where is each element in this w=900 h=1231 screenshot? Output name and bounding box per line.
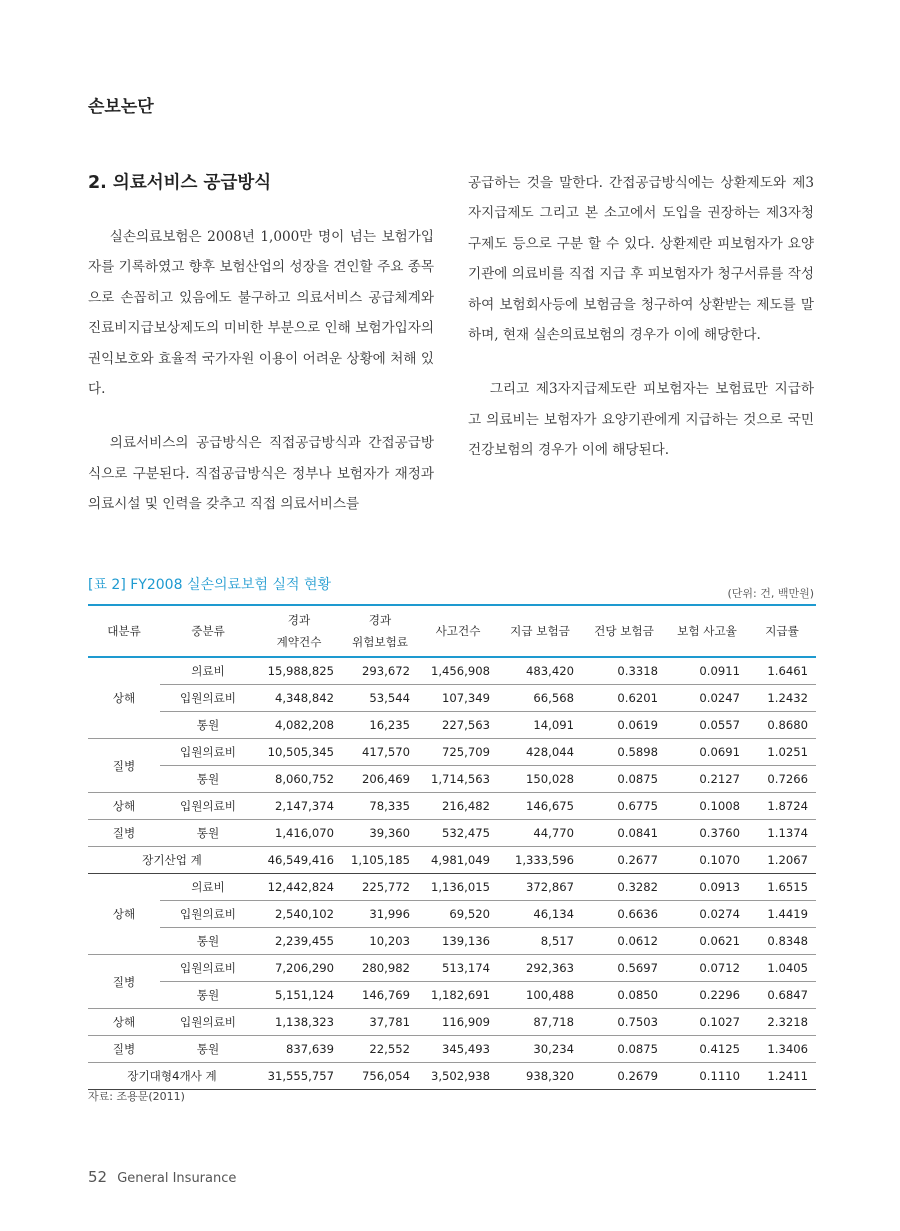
value-cell: 5,151,124 [256, 982, 342, 1009]
section-title: 2. 의료서비스 공급방식 [88, 173, 272, 193]
value-cell: 1,416,070 [256, 820, 342, 847]
subcategory-cell: 입원의료비 [160, 955, 256, 982]
value-cell: 150,028 [498, 766, 582, 793]
value-cell: 0.7503 [582, 1009, 666, 1036]
value-cell: 0.2679 [582, 1063, 666, 1090]
value-cell: 139,136 [418, 928, 498, 955]
paragraph: 실손의료보험은 2008년 1,000만 명이 넘는 보험가입자를 기록하였고 향후 보험산업의 성장을 견인할 주요 종목으로 손꼽히고 있음에도 불구하고 의료서비스 공급체계와 진료비지급보상제도의 미비한 부분으로 인해 보험가입자의 권익보호와 효율적 국가자원 이용이 어려운 상황에 처해 있다. [88, 229, 434, 398]
value-cell: 1.2411 [748, 1063, 816, 1090]
subcategory-cell: 통원 [160, 928, 256, 955]
value-cell: 0.0612 [582, 928, 666, 955]
subcategory-cell: 통원 [160, 982, 256, 1009]
value-cell: 0.5697 [582, 955, 666, 982]
value-cell: 280,982 [342, 955, 418, 982]
value-cell: 12,442,824 [256, 874, 342, 901]
table-row [88, 1009, 816, 1036]
table-body [88, 657, 816, 1090]
category-cell: 질병 [88, 955, 160, 1009]
value-cell: 725,709 [418, 739, 498, 766]
value-cell: 0.1027 [666, 1009, 748, 1036]
category-cell: 상해 [88, 657, 160, 739]
value-cell: 1.2067 [748, 847, 816, 874]
value-cell: 116,909 [418, 1009, 498, 1036]
header-line: 위험보험료 [352, 635, 408, 649]
value-cell: 4,082,208 [256, 712, 342, 739]
value-cell: 4,348,842 [256, 685, 342, 712]
value-cell: 46,134 [498, 901, 582, 928]
value-cell: 0.0621 [666, 928, 748, 955]
value-cell: 87,718 [498, 1009, 582, 1036]
header-line: 경과 [287, 613, 311, 627]
value-cell: 938,320 [498, 1063, 582, 1090]
value-cell: 66,568 [498, 685, 582, 712]
value-cell: 31,996 [342, 901, 418, 928]
value-cell: 31,555,757 [256, 1063, 342, 1090]
value-cell: 2.3218 [748, 1009, 816, 1036]
value-cell: 0.0913 [666, 874, 748, 901]
paragraph: 공급하는 것을 말한다. 간접공급방식에는 상환제도와 제3자지급제도 그리고 본 소고에서 도입을 권장하는 제3자청구제도 등으로 구분 할 수 있다. 상환제란 피보험자가 요양기관에 의료비를 직접 지급 후 피보험자가 청구서류를 작성하여 보험회사등에 보험금을 청구하여 상환받는 제도를 말하며, 현재 실손의료보험의 경우가 이에 해당한다. [468, 175, 814, 344]
table-row [88, 928, 816, 955]
value-cell: 2,540,102 [256, 901, 342, 928]
value-cell: 0.6775 [582, 793, 666, 820]
subcategory-cell: 통원 [160, 766, 256, 793]
journal-name: General Insurance [117, 1171, 237, 1186]
value-cell: 1.4419 [748, 901, 816, 928]
category-cell: 질병 [88, 820, 160, 847]
table-row [88, 766, 816, 793]
table-header-row [88, 605, 816, 657]
category-cell: 상해 [88, 1009, 160, 1036]
table-row [88, 955, 816, 982]
header-cell: 지급률 [765, 624, 799, 638]
value-cell: 10,505,345 [256, 739, 342, 766]
table-row [88, 657, 816, 685]
header-cell [256, 605, 342, 657]
value-cell: 345,493 [418, 1036, 498, 1063]
table-row [88, 685, 816, 712]
page-footer [88, 1168, 236, 1186]
value-cell: 1,105,185 [342, 847, 418, 874]
value-cell: 0.1070 [666, 847, 748, 874]
subcategory-cell: 통원 [160, 1036, 256, 1063]
category-cell: 질병 [88, 1036, 160, 1063]
value-cell: 293,672 [342, 657, 418, 685]
value-cell: 107,349 [418, 685, 498, 712]
value-cell: 146,675 [498, 793, 582, 820]
category-cell: 상해 [88, 874, 160, 955]
value-cell: 292,363 [498, 955, 582, 982]
right-column [468, 168, 814, 490]
value-cell: 0.6636 [582, 901, 666, 928]
value-cell: 0.1110 [666, 1063, 748, 1090]
subcategory-cell: 입원의료비 [160, 793, 256, 820]
value-cell: 0.5898 [582, 739, 666, 766]
value-cell: 0.0619 [582, 712, 666, 739]
value-cell: 2,147,374 [256, 793, 342, 820]
value-cell: 0.0274 [666, 901, 748, 928]
subcategory-cell: 의료비 [160, 657, 256, 685]
subcategory-cell: 입원의료비 [160, 685, 256, 712]
table-row [88, 820, 816, 847]
value-cell: 0.2296 [666, 982, 748, 1009]
left-column [88, 168, 434, 544]
value-cell: 1,138,323 [256, 1009, 342, 1036]
value-cell: 100,488 [498, 982, 582, 1009]
header-line: 계약건수 [276, 635, 322, 649]
value-cell: 8,060,752 [256, 766, 342, 793]
value-cell: 46,549,416 [256, 847, 342, 874]
table-row [88, 793, 816, 820]
value-cell: 14,091 [498, 712, 582, 739]
value-cell: 1,333,596 [498, 847, 582, 874]
value-cell: 1,456,908 [418, 657, 498, 685]
journal-section-header: 손보논단 [88, 97, 154, 117]
page-number: 52 [88, 1168, 108, 1186]
value-cell: 4,981,049 [418, 847, 498, 874]
subcategory-cell: 입원의료비 [160, 739, 256, 766]
value-cell: 10,203 [342, 928, 418, 955]
value-cell: 513,174 [418, 955, 498, 982]
value-cell: 0.0712 [666, 955, 748, 982]
table-row [88, 712, 816, 739]
value-cell: 0.2127 [666, 766, 748, 793]
value-cell: 206,469 [342, 766, 418, 793]
category-cell: 질병 [88, 739, 160, 793]
table-source: 자료: 조용문(2011) [88, 1090, 185, 1103]
value-cell: 1.2432 [748, 685, 816, 712]
subcategory-cell: 입원의료비 [160, 1009, 256, 1036]
table-caption: [표 2] FY2008 실손의료보험 실적 현황 [88, 577, 332, 593]
value-cell: 0.3282 [582, 874, 666, 901]
value-cell: 0.6847 [748, 982, 816, 1009]
header-line: 경과 [368, 613, 392, 627]
header-cell: 지급 보험금 [510, 624, 570, 638]
value-cell: 53,544 [342, 685, 418, 712]
paragraph: 의료서비스의 공급방식은 직접공급방식과 간접공급방식으로 구분된다. 직접공급방식은 정부나 보험자가 재정과 의료시설 및 인력을 갖추고 직접 의료서비스를 [88, 435, 434, 513]
value-cell: 37,781 [342, 1009, 418, 1036]
table-row [88, 982, 816, 1009]
value-cell: 0.0875 [582, 1036, 666, 1063]
table-row [88, 1036, 816, 1063]
subcategory-cell: 입원의료비 [160, 901, 256, 928]
value-cell: 216,482 [418, 793, 498, 820]
value-cell: 1.6515 [748, 874, 816, 901]
value-cell: 483,420 [498, 657, 582, 685]
value-cell: 1,136,015 [418, 874, 498, 901]
subcategory-cell: 통원 [160, 712, 256, 739]
table-row [88, 739, 816, 766]
total-label: 장기산업 계 [88, 847, 256, 874]
table-unit: (단위: 건, 백만원) [727, 587, 814, 600]
value-cell: 0.0691 [666, 739, 748, 766]
value-cell: 532,475 [418, 820, 498, 847]
value-cell: 0.8348 [748, 928, 816, 955]
value-cell: 0.0875 [582, 766, 666, 793]
value-cell: 1.0251 [748, 739, 816, 766]
value-cell: 1.6461 [748, 657, 816, 685]
value-cell: 225,772 [342, 874, 418, 901]
table-total-row [88, 847, 816, 874]
header-cell [342, 605, 418, 657]
value-cell: 0.2677 [582, 847, 666, 874]
table-row [88, 874, 816, 901]
value-cell: 0.7266 [748, 766, 816, 793]
value-cell: 372,867 [498, 874, 582, 901]
value-cell: 1.1374 [748, 820, 816, 847]
table-row [88, 901, 816, 928]
value-cell: 69,520 [418, 901, 498, 928]
value-cell: 0.0247 [666, 685, 748, 712]
value-cell: 0.0850 [582, 982, 666, 1009]
value-cell: 8,517 [498, 928, 582, 955]
paragraph: 그리고 제3자지급제도란 피보험자는 보험료만 지급하고 의료비는 보험자가 요양기관에게 지급하는 것으로 국민건강보험의 경우가 이에 해당된다. [468, 381, 814, 459]
value-cell: 78,335 [342, 793, 418, 820]
header-cell: 중분류 [191, 624, 225, 638]
value-cell: 1.8724 [748, 793, 816, 820]
value-cell: 756,054 [342, 1063, 418, 1090]
subcategory-cell: 통원 [160, 820, 256, 847]
value-cell: 0.8680 [748, 712, 816, 739]
table-total-row [88, 1063, 816, 1090]
value-cell: 0.0911 [666, 657, 748, 685]
header-cell: 건당 보험금 [594, 624, 654, 638]
total-label: 장기대형4개사 계 [88, 1063, 256, 1090]
value-cell: 0.1008 [666, 793, 748, 820]
value-cell: 39,360 [342, 820, 418, 847]
value-cell: 146,769 [342, 982, 418, 1009]
value-cell: 30,234 [498, 1036, 582, 1063]
value-cell: 15,988,825 [256, 657, 342, 685]
value-cell: 0.3760 [666, 820, 748, 847]
value-cell: 44,770 [498, 820, 582, 847]
subcategory-cell: 의료비 [160, 874, 256, 901]
category-cell: 상해 [88, 793, 160, 820]
value-cell: 2,239,455 [256, 928, 342, 955]
header-cell: 대분류 [107, 624, 141, 638]
value-cell: 0.4125 [666, 1036, 748, 1063]
value-cell: 0.0841 [582, 820, 666, 847]
header-cell: 사고건수 [435, 624, 481, 638]
value-cell: 227,563 [418, 712, 498, 739]
performance-table [88, 604, 816, 1090]
value-cell: 428,044 [498, 739, 582, 766]
value-cell: 3,502,938 [418, 1063, 498, 1090]
header-cell: 보험 사고율 [677, 624, 737, 638]
value-cell: 417,570 [342, 739, 418, 766]
value-cell: 837,639 [256, 1036, 342, 1063]
value-cell: 1.3406 [748, 1036, 816, 1063]
value-cell: 0.0557 [666, 712, 748, 739]
value-cell: 1.0405 [748, 955, 816, 982]
value-cell: 16,235 [342, 712, 418, 739]
value-cell: 0.6201 [582, 685, 666, 712]
value-cell: 1,182,691 [418, 982, 498, 1009]
value-cell: 1,714,563 [418, 766, 498, 793]
value-cell: 22,552 [342, 1036, 418, 1063]
value-cell: 7,206,290 [256, 955, 342, 982]
value-cell: 0.3318 [582, 657, 666, 685]
